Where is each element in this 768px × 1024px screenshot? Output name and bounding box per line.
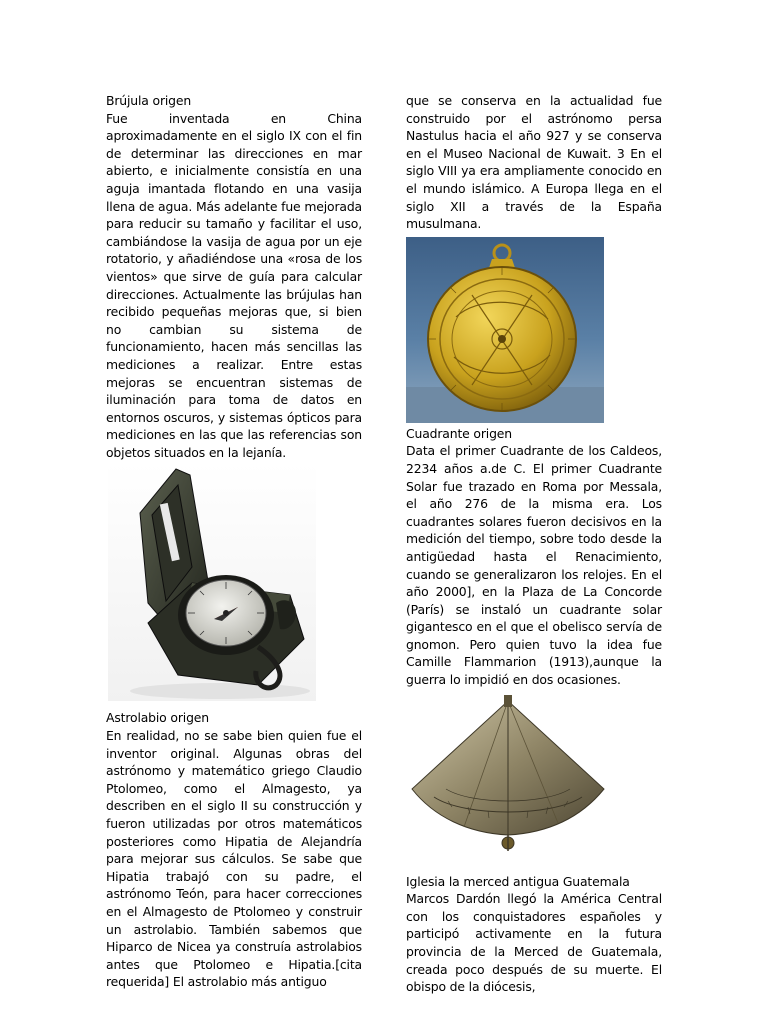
quadrant-photo (408, 693, 608, 863)
compass-illustration (108, 463, 316, 701)
brujula-paragraph: Fue inventada en China aproximadamente en el siglo IX con el fin de determinar las direcciones en mar abierto, e inicialmente consistía en una aguja imantada flotando en una vasija llena de agua. Más adelante fue mejorada para reducir su tamaño y facilitar el uso, cambiándose la vasija de agua por un eje rotatorio, y añadiéndose una «rosa de los vientos» que sirve de guía para calcular direcciones. Actualmente las brújulas han recibido pequeñas mejoras que, si bien no cambian su sistema de funcionamiento, hacen más sencillas las mediciones a realizar. Entre estas mejoras se encuentran sistemas de iluminación para toma de datos en entornos oscuros, y sistemas ópticos para mediciones en las que las referencias son objetos situados en la lejanía. (106, 110, 362, 460)
quadrant-illustration (408, 693, 608, 863)
compass-photo (108, 463, 316, 701)
right-column (406, 92, 662, 996)
iglesia-heading: Iglesia la merced antigua Guatemala (406, 873, 630, 889)
astrolabio-continued-paragraph: que se conserva en la actualidad fue construido por el astrónomo persa Nastulus hacia el año 927 y se conserva en el Museo Nacional de Kuwait. 3 En el siglo VIII ya era ampliamente conocido en el mundo islámico. A Europa llega en el siglo XII a través de la España musulmana. (406, 93, 662, 232)
astrolabio-paragraph: En realidad, no se sabe bien quien fue el inventor original. Algunas obras del astrónomo y matemático griego Claudio Ptolomeo, como el Almagesto, ya describen en el siglo II su construcción y fueron utilizadas por otros matemáticos posteriores como Hipatia de Alejandría para mejorar sus cálculos. Se sabe que Hipatia trabajó con su padre, el astrónomo Teón, para hacer correcciones en el Almagesto de Ptolomeo y construir un astrolabio. También sabemos que Hiparco de Nicea ya construía astrolabios antes que Ptolomeo e Hipatia.[cita requerida] El astrolabio más antiguo (106, 728, 362, 990)
astrolabio-heading: Astrolabio origen (106, 710, 209, 726)
cuadrante-paragraph: Data el primer Cuadrante de los Caldeos, 2234 años a.de C. El primer Cuadrante Solar fue trazado en Roma por Messala, el año 276 de la misma era. Los cuadrantes solares fueron decisivos en la medición del tiempo, sobre todo desde la antigüedad hasta el Renacimiento, cuando se generalizaron los relojes. En el año 2000], en la Plaza de La Concorde (París) se instaló un cuadrante solar gigantesco en el que el obelisco servía de gnomon. Pero quien tuvo la idea fue Camille Flammarion (1913),aunque la guerra lo impidió en dos ocasiones. (406, 443, 662, 688)
iglesia-paragraph: Marcos Dardón llegó la América Central con los conquistadores españoles y participó activamente en la futura provincia de la Merced de Guatemala, creada poco después de su muerte. El obispo de la diócesis, (406, 891, 662, 995)
left-column (106, 92, 362, 991)
astrolabe-illustration (406, 237, 604, 423)
brujula-heading: Brújula origen (106, 93, 192, 108)
cuadrante-heading: Cuadrante origen (406, 425, 512, 441)
astrolabe-photo (406, 237, 604, 423)
